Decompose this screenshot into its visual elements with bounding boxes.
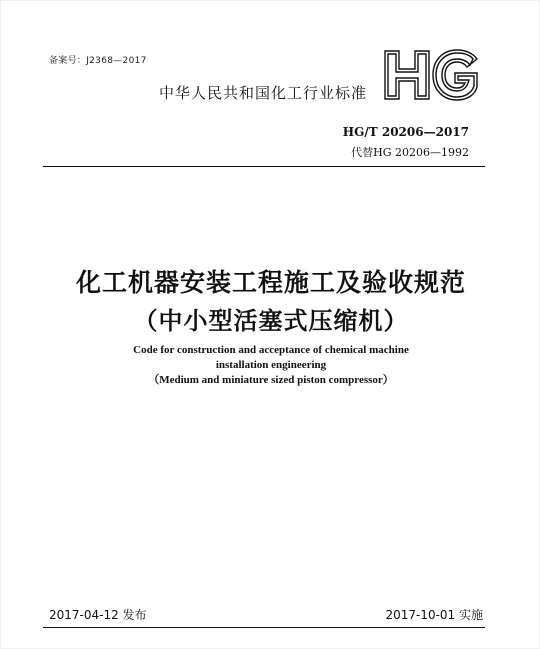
title-chinese: 化工机器安装工程施工及验收规范 xyxy=(75,268,466,297)
title-english-line-3: （Medium and miniature sized piston compressor） xyxy=(148,374,394,386)
title-english xyxy=(1,343,540,388)
replaced-standard: 代替HG 20206—1992 xyxy=(351,146,469,159)
effective-date: 2017-10-01 实施 xyxy=(385,608,483,622)
standard-code: HG/T 20206—2017 xyxy=(342,125,469,139)
title-english-line-2: installation engineering xyxy=(215,359,327,371)
hg-logo xyxy=(381,45,481,105)
top-divider xyxy=(43,166,485,167)
subtitle-chinese: （中小型活塞式压缩机） xyxy=(133,307,409,335)
bottom-divider xyxy=(43,627,485,628)
issue-date: 2017-04-12 发布 xyxy=(49,608,147,622)
issuing-organization: 中华人民共和国化工行业标准 xyxy=(159,84,368,102)
filing-number: 备案号：J2368—2017 xyxy=(49,56,147,66)
title-english-line-1: Code for construction and acceptance of chemical machine xyxy=(133,344,409,356)
logo-text: HG xyxy=(381,45,383,46)
